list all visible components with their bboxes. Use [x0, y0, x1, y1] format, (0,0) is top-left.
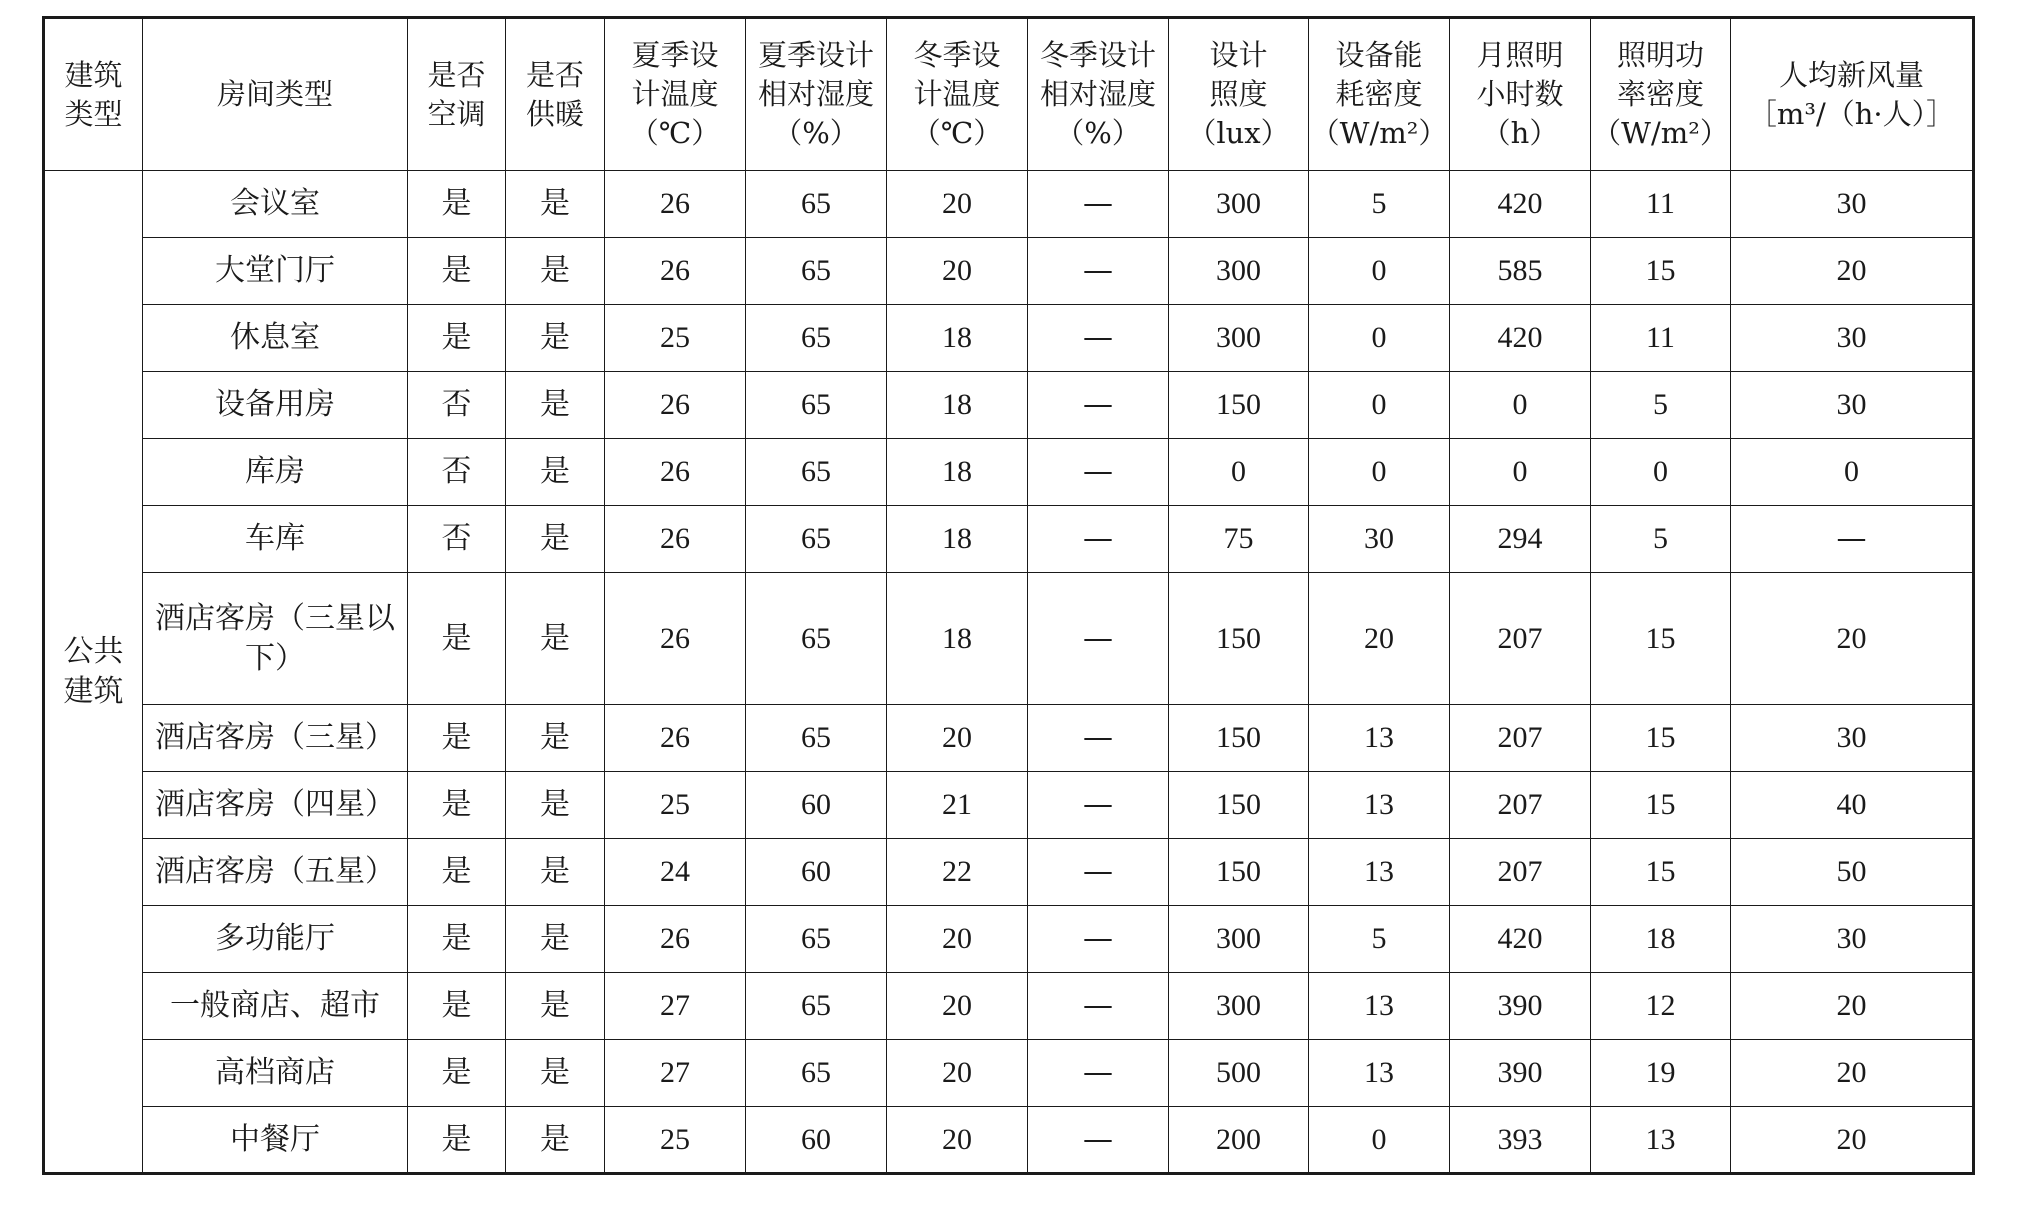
table-cell: 13 — [1309, 839, 1450, 906]
table-cell: 20 — [887, 973, 1028, 1040]
table-cell: 20 — [887, 906, 1028, 973]
table-cell: 393 — [1450, 1107, 1591, 1174]
table-cell: 150 — [1169, 839, 1309, 906]
table-row — [44, 1040, 1974, 1107]
column-header: 月照明 小时数 （h） — [1450, 18, 1591, 171]
column-header: 房间类型 — [143, 18, 408, 171]
column-header: 是否 供暖 — [506, 18, 605, 171]
table-cell: 200 — [1169, 1107, 1309, 1174]
table-cell: 是 — [408, 1040, 506, 1107]
table-cell: 是 — [408, 772, 506, 839]
table-cell: 585 — [1450, 238, 1591, 305]
table-cell: 是 — [506, 171, 605, 238]
table-cell: 420 — [1450, 171, 1591, 238]
table-cell: 是 — [408, 839, 506, 906]
table-cell: 15 — [1591, 772, 1731, 839]
table-cell: 30 — [1731, 906, 1974, 973]
table-cell: 20 — [887, 238, 1028, 305]
table-cell: 25 — [605, 305, 746, 372]
table-cell: 65 — [746, 305, 887, 372]
table-cell: — — [1028, 705, 1169, 772]
table-cell: 是 — [408, 1107, 506, 1174]
table-cell: 5 — [1591, 372, 1731, 439]
table-cell: 65 — [746, 171, 887, 238]
column-header: 照明功 率密度 （W/m²） — [1591, 18, 1731, 171]
table-cell: 65 — [746, 973, 887, 1040]
table-cell: 65 — [746, 705, 887, 772]
table-cell: 60 — [746, 1107, 887, 1174]
table-cell: — — [1028, 906, 1169, 973]
table-cell: 是 — [506, 973, 605, 1040]
table-row — [44, 839, 1974, 906]
table-cell: 50 — [1731, 839, 1974, 906]
table-cell: — — [1028, 372, 1169, 439]
table-cell: 0 — [1309, 439, 1450, 506]
table-cell: 30 — [1309, 506, 1450, 573]
table-cell: 是 — [408, 238, 506, 305]
table-cell: 20 — [887, 705, 1028, 772]
table-cell: 18 — [887, 372, 1028, 439]
table-cell: 25 — [605, 772, 746, 839]
table-cell: 是 — [506, 506, 605, 573]
table-cell: 是 — [506, 772, 605, 839]
table-cell: — — [1028, 439, 1169, 506]
room-type-cell: 车库 — [143, 506, 408, 573]
table-cell: 30 — [1731, 372, 1974, 439]
table-cell: 是 — [506, 1107, 605, 1174]
table-cell: — — [1028, 238, 1169, 305]
table-cell: 27 — [605, 1040, 746, 1107]
table-cell: 18 — [1591, 906, 1731, 973]
table-cell: — — [1028, 1040, 1169, 1107]
table-cell: 13 — [1309, 973, 1450, 1040]
table-cell: 18 — [887, 506, 1028, 573]
room-type-cell: 会议室 — [143, 171, 408, 238]
table-cell: 390 — [1450, 973, 1591, 1040]
table-cell: 75 — [1169, 506, 1309, 573]
table-row — [44, 973, 1974, 1040]
table-cell: 30 — [1731, 171, 1974, 238]
table-cell: 15 — [1591, 705, 1731, 772]
column-header: 建筑 类型 — [44, 18, 143, 171]
table-cell: 65 — [746, 439, 887, 506]
table-cell: — — [1731, 506, 1974, 573]
table-cell: 65 — [746, 906, 887, 973]
table-cell: 15 — [1591, 839, 1731, 906]
table-cell: 0 — [1169, 439, 1309, 506]
table-cell: 11 — [1591, 305, 1731, 372]
room-type-cell: 库房 — [143, 439, 408, 506]
table-cell: 150 — [1169, 705, 1309, 772]
table-cell: — — [1028, 973, 1169, 1040]
table-cell: 0 — [1309, 238, 1450, 305]
room-type-cell: 一般商店、超市 — [143, 973, 408, 1040]
table-cell: 15 — [1591, 238, 1731, 305]
table-cell: 300 — [1169, 906, 1309, 973]
table-cell: 390 — [1450, 1040, 1591, 1107]
room-type-cell: 设备用房 — [143, 372, 408, 439]
table-cell: 12 — [1591, 973, 1731, 1040]
table-cell: 13 — [1309, 705, 1450, 772]
table-cell: 500 — [1169, 1040, 1309, 1107]
table-cell: 20 — [1309, 573, 1450, 705]
table-cell: 是 — [506, 439, 605, 506]
table-row — [44, 506, 1974, 573]
table-cell: 150 — [1169, 372, 1309, 439]
table-cell: 21 — [887, 772, 1028, 839]
table-cell: 65 — [746, 1040, 887, 1107]
table-cell: 300 — [1169, 305, 1309, 372]
table-cell: 0 — [1591, 439, 1731, 506]
table-cell: 19 — [1591, 1040, 1731, 1107]
table-cell: 26 — [605, 506, 746, 573]
table-cell: 65 — [746, 372, 887, 439]
table-cell: 25 — [605, 1107, 746, 1174]
table-cell: 20 — [1731, 1107, 1974, 1174]
table-cell: 26 — [605, 439, 746, 506]
table-row — [44, 171, 1974, 238]
table-cell: 60 — [746, 839, 887, 906]
design-parameters-table — [42, 16, 1975, 1175]
table-cell: 11 — [1591, 171, 1731, 238]
table-cell: 0 — [1731, 439, 1974, 506]
table-cell: 26 — [605, 573, 746, 705]
table-cell: 20 — [887, 171, 1028, 238]
table-cell: 是 — [408, 573, 506, 705]
table-cell: 是 — [408, 906, 506, 973]
table-cell: 13 — [1309, 1040, 1450, 1107]
table-cell: 207 — [1450, 705, 1591, 772]
table-cell: 5 — [1309, 906, 1450, 973]
table-body — [44, 171, 1974, 1174]
table-cell: 420 — [1450, 906, 1591, 973]
table-cell: 30 — [1731, 305, 1974, 372]
table-cell: 300 — [1169, 171, 1309, 238]
table-cell: 15 — [1591, 573, 1731, 705]
table-cell: — — [1028, 305, 1169, 372]
table-cell: 13 — [1591, 1107, 1731, 1174]
table-cell: 20 — [887, 1107, 1028, 1174]
table-row — [44, 238, 1974, 305]
table-cell: 18 — [887, 439, 1028, 506]
table-cell: 18 — [887, 305, 1028, 372]
column-header: 冬季设 计温度 （℃） — [887, 18, 1028, 171]
table-row — [44, 372, 1974, 439]
table-cell: 0 — [1309, 1107, 1450, 1174]
table-cell: — — [1028, 171, 1169, 238]
table-cell: 294 — [1450, 506, 1591, 573]
header-row — [44, 18, 1974, 171]
table-cell: — — [1028, 772, 1169, 839]
table-cell: 65 — [746, 573, 887, 705]
table-cell: 150 — [1169, 772, 1309, 839]
table-cell: 20 — [1731, 238, 1974, 305]
table-cell: 是 — [408, 305, 506, 372]
table-cell: 207 — [1450, 772, 1591, 839]
room-type-cell: 多功能厅 — [143, 906, 408, 973]
table-cell: 是 — [506, 906, 605, 973]
table-cell: 20 — [1731, 573, 1974, 705]
table-cell: 26 — [605, 705, 746, 772]
table-cell: 150 — [1169, 573, 1309, 705]
table-cell: 24 — [605, 839, 746, 906]
table-cell: 300 — [1169, 238, 1309, 305]
table-cell: 26 — [605, 372, 746, 439]
table-cell: 20 — [887, 1040, 1028, 1107]
table-row — [44, 305, 1974, 372]
table-cell: 300 — [1169, 973, 1309, 1040]
room-type-cell: 酒店客房（三星） — [143, 705, 408, 772]
table-cell: 22 — [887, 839, 1028, 906]
table-cell: — — [1028, 506, 1169, 573]
table-cell: 否 — [408, 439, 506, 506]
table-cell: 是 — [506, 238, 605, 305]
table-row — [44, 906, 1974, 973]
table-cell: — — [1028, 839, 1169, 906]
table-cell: 是 — [506, 705, 605, 772]
room-type-cell: 酒店客房（三星以下） — [143, 573, 408, 705]
table-row — [44, 772, 1974, 839]
table-container — [42, 16, 1975, 1175]
column-header: 是否 空调 — [408, 18, 506, 171]
table-cell: — — [1028, 1107, 1169, 1174]
room-type-cell: 高档商店 — [143, 1040, 408, 1107]
table-cell: 是 — [506, 839, 605, 906]
column-header: 设备能 耗密度 （W/m²） — [1309, 18, 1450, 171]
room-type-cell: 大堂门厅 — [143, 238, 408, 305]
table-cell: 420 — [1450, 305, 1591, 372]
table-cell: 27 — [605, 973, 746, 1040]
table-cell: 0 — [1309, 305, 1450, 372]
room-type-cell: 酒店客房（四星） — [143, 772, 408, 839]
table-cell: 5 — [1309, 171, 1450, 238]
table-cell: 26 — [605, 171, 746, 238]
table-cell: 207 — [1450, 573, 1591, 705]
table-cell: 0 — [1309, 372, 1450, 439]
table-row — [44, 705, 1974, 772]
room-type-cell: 中餐厅 — [143, 1107, 408, 1174]
table-cell: 否 — [408, 506, 506, 573]
table-cell: 0 — [1450, 439, 1591, 506]
table-cell: 40 — [1731, 772, 1974, 839]
column-header: 冬季设计 相对湿度 （%） — [1028, 18, 1169, 171]
column-header: 设计 照度 （lux） — [1169, 18, 1309, 171]
building-type-cell: 公共 建筑 — [44, 171, 143, 1174]
table-cell: 否 — [408, 372, 506, 439]
table-cell: 207 — [1450, 839, 1591, 906]
table-cell: 是 — [408, 973, 506, 1040]
table-cell: 是 — [506, 305, 605, 372]
table-cell: 65 — [746, 506, 887, 573]
table-cell: 是 — [506, 372, 605, 439]
table-cell: 26 — [605, 238, 746, 305]
table-cell: 20 — [1731, 973, 1974, 1040]
table-cell: 26 — [605, 906, 746, 973]
room-type-cell: 休息室 — [143, 305, 408, 372]
table-row — [44, 439, 1974, 506]
table-cell: 18 — [887, 573, 1028, 705]
table-cell: 60 — [746, 772, 887, 839]
column-header: 夏季设 计温度 （℃） — [605, 18, 746, 171]
table-cell: 是 — [408, 171, 506, 238]
table-cell: 是 — [506, 573, 605, 705]
table-cell: 是 — [408, 705, 506, 772]
table-cell: 0 — [1450, 372, 1591, 439]
table-cell: 65 — [746, 238, 887, 305]
column-header: 夏季设计 相对湿度 （%） — [746, 18, 887, 171]
room-type-cell: 酒店客房（五星） — [143, 839, 408, 906]
table-cell: 5 — [1591, 506, 1731, 573]
column-header: 人均新风量 ［m³/（h·人）］ — [1731, 18, 1974, 171]
table-cell: 13 — [1309, 772, 1450, 839]
table-cell: 20 — [1731, 1040, 1974, 1107]
table-row — [44, 1107, 1974, 1174]
table-cell: 是 — [506, 1040, 605, 1107]
table-row — [44, 573, 1974, 705]
table-cell: — — [1028, 573, 1169, 705]
table-cell: 30 — [1731, 705, 1974, 772]
